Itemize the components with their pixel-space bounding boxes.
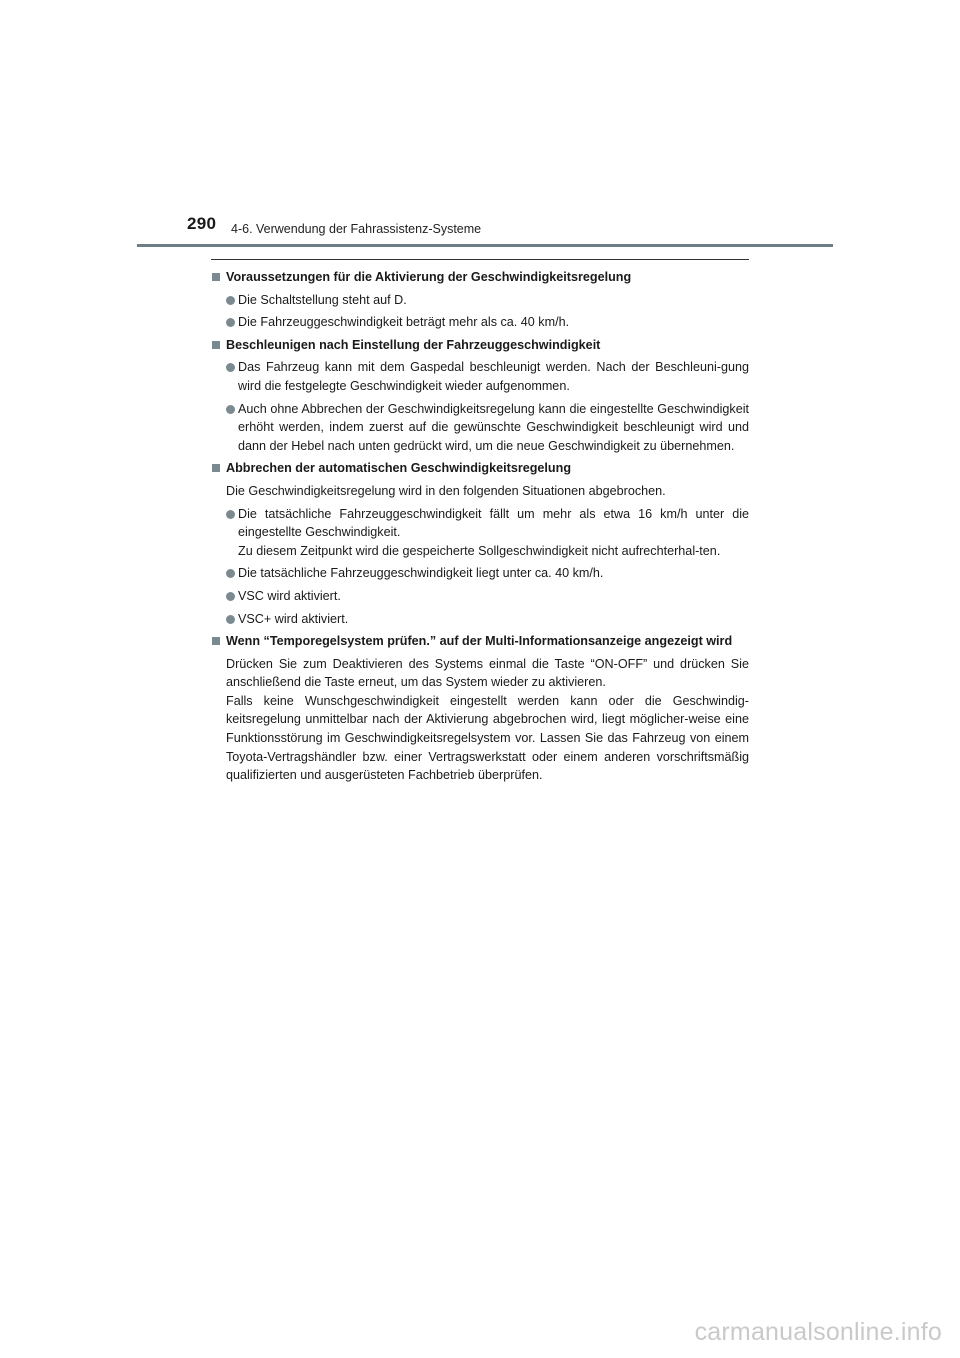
bullet-item (211, 610, 749, 629)
section-body (211, 655, 749, 785)
section-heading-text: Abbrechen der automatischen Geschwindigkeitsregelung (226, 461, 572, 476)
body-text: Falls keine Wunschgeschwindigkeit eingestellt werden kann oder die Geschwindig-keitsregelung unmittelbar nach der Aktivierung abgebrochen wird, liegt möglicher-weise eine Funktionsstörung im Geschwindigkeitsregelsystem vor. Lassen Sie das Fahrzeug von einem Toyota-Vertragshändler bzw. einer Vertragswerkstatt oder einem anderen vorschriftsmäßig qualifizierten und ausgerüsteten Fachbetrieb überprüfen. (226, 693, 749, 783)
bullet-text: Auch ohne Abbrechen der Geschwindigkeitsregelung kann die eingestellte Geschwindigkeit erhöht werden, indem zuerst auf die gewünschte Geschwindigkeit beschleunigt wird und dann der Hebel nach unten gedrückt wird, um die neue Geschwindigkeit zu übernehmen. (238, 401, 749, 453)
bullet-dot-icon (226, 363, 235, 372)
bullet-text: Das Fahrzeug kann mit dem Gaspedal beschleunigt werden. Nach der Beschleuni-gung wird die festgelegte Geschwindigkeit wieder aufgenommen. (238, 360, 749, 393)
bullet-text: VSC wird aktiviert. (238, 588, 341, 603)
page-number: 290 (187, 214, 217, 233)
bullet-text: Die Schaltstellung steht auf D. (238, 292, 407, 307)
section-heading (211, 459, 749, 478)
section-square-icon (212, 637, 220, 645)
bullet-item (211, 505, 749, 561)
bullet-item (211, 564, 749, 583)
bullet-text: Die Fahrzeuggeschwindigkeit beträgt mehr als ca. 40 km/h. (238, 315, 570, 330)
section-heading (211, 632, 749, 651)
section-heading (211, 268, 749, 287)
bullet-item (211, 291, 749, 310)
section-heading-text: Wenn “Temporegelsystem prüfen.” auf der Multi-Informationsanzeige angezeigt wird (226, 634, 733, 649)
bullet-dot-icon (226, 510, 235, 519)
bullet-dot-icon (226, 615, 235, 624)
bullet-text: VSC+ wird aktiviert. (238, 611, 349, 626)
section-cancellation (211, 459, 749, 628)
bullet-item (211, 400, 749, 456)
section-warning-message (211, 632, 749, 785)
bullet-dot-icon (226, 296, 235, 305)
bullet-dot-icon (226, 318, 235, 327)
section-heading (211, 336, 749, 355)
bullet-text: Die tatsächliche Fahrzeuggeschwindigkeit liegt unter ca. 40 km/h. (238, 566, 604, 581)
section-square-icon (212, 341, 220, 349)
bullet-dot-icon (226, 569, 235, 578)
section-square-icon (212, 464, 220, 472)
bullet-item (211, 587, 749, 606)
body-text: Drücken Sie zum Deaktivieren des Systems einmal die Taste “ON-OFF” und drücken Sie anschließend die Taste erneut, um das System wieder zu aktivieren. (226, 656, 749, 690)
bullet-item (211, 358, 749, 395)
section-activation-conditions (211, 268, 749, 332)
bullet-dot-icon (226, 405, 235, 414)
watermark: carmanualsonline.info (694, 1318, 942, 1346)
chapter-title: 4-6. Verwendung der Fahrassistenz-Systeme (231, 222, 482, 236)
section-intro: Die Geschwindigkeitsregelung wird in den folgenden Situationen abgebrochen. (226, 483, 666, 498)
section-heading-text: Voraussetzungen für die Aktivierung der Geschwindigkeitsregelung (226, 270, 632, 284)
bullet-dot-icon (226, 592, 235, 601)
bullet-text: Die tatsächliche Fahrzeuggeschwindigkeit fällt um mehr als etwa 16 km/h unter die eingestellte Geschwindigkeit. (238, 506, 749, 540)
section-square-icon (212, 273, 220, 281)
header-rule (137, 244, 833, 247)
section-acceleration (211, 336, 749, 456)
bullet-item (211, 313, 749, 332)
bullet-text: Zu diesem Zeitpunkt wird die gespeicherte Sollgeschwindigkeit nicht aufrechterhal-ten. (238, 543, 721, 558)
section-heading-text: Beschleunigen nach Einstellung der Fahrzeuggeschwindigkeit (226, 337, 601, 352)
manual-content (211, 259, 749, 789)
